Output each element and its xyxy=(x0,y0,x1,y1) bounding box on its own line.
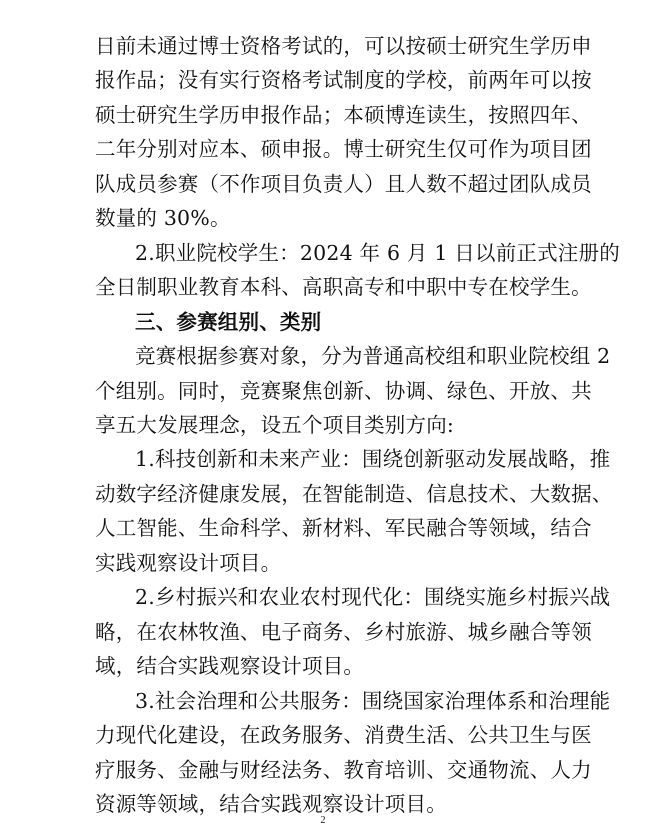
text-line-5: 队成员参赛（不作项目负责人）且人数不超过团队成员 xyxy=(95,172,592,196)
text-line-17: 2.乡村振兴和农业农村现代化：围绕实施乡村振兴战 xyxy=(135,585,611,609)
text-line-11: 个组别。同时，竞赛聚焦创新、协调、绿色、开放、共 xyxy=(95,379,592,403)
text-line-4: 二年分别对应本、硕申报。博士研究生仅可作为项目团 xyxy=(95,137,592,161)
text-line-3: 硕士研究生学历申报作品；本硕博连读生，按照四年、 xyxy=(95,103,592,127)
text-line-1: 日前未通过博士资格考试的，可以按硕士研究生学历申 xyxy=(95,34,592,58)
text-line-23: 资源等领域，结合实践观察设计项目。 xyxy=(95,792,447,816)
text-line-6: 数量的 30%。 xyxy=(95,206,231,230)
text-line-12: 享五大发展理念，设五个项目类别方向: xyxy=(95,413,455,437)
text-line-14: 动数字经济健康发展，在智能制造、信息技术、大数据、 xyxy=(95,482,613,506)
text-line-2: 报作品；没有实行资格考试制度的学校，前两年可以按 xyxy=(95,68,592,92)
text-line-8: 全日制职业教育本科、高职高专和中职中专在校学生。 xyxy=(95,275,592,299)
text-line-10: 竞赛根据参赛对象，分为普通高校组和职业院校组 2 xyxy=(135,344,611,368)
text-line-18: 略，在农林牧渔、电子商务、乡村旅游、城乡融合等领 xyxy=(95,620,592,644)
text-line-20: 3.社会治理和公共服务：围绕国家治理体系和治理能 xyxy=(135,689,611,713)
text-line-16: 实践观察设计项目。 xyxy=(95,551,282,575)
text-line-19: 域，结合实践观察设计项目。 xyxy=(95,654,365,678)
text-line-7: 2.职业院校学生：2024 年 6 月 1 日以前正式注册的 xyxy=(135,241,620,265)
page-number: 2 xyxy=(320,815,326,826)
text-line-21: 力现代化建设，在政务服务、消费生活、公共卫生与医 xyxy=(95,723,592,747)
section-heading: 三、参赛组别、类别 xyxy=(135,310,322,334)
text-line-15: 人工智能、生命科学、新材料、军民融合等领域，结合 xyxy=(95,516,592,540)
text-line-13: 1.科技创新和未来产业：围绕创新驱动发展战略，推 xyxy=(135,447,611,471)
text-line-22: 疗服务、金融与财经法务、教育培训、交通物流、人力 xyxy=(95,758,592,782)
